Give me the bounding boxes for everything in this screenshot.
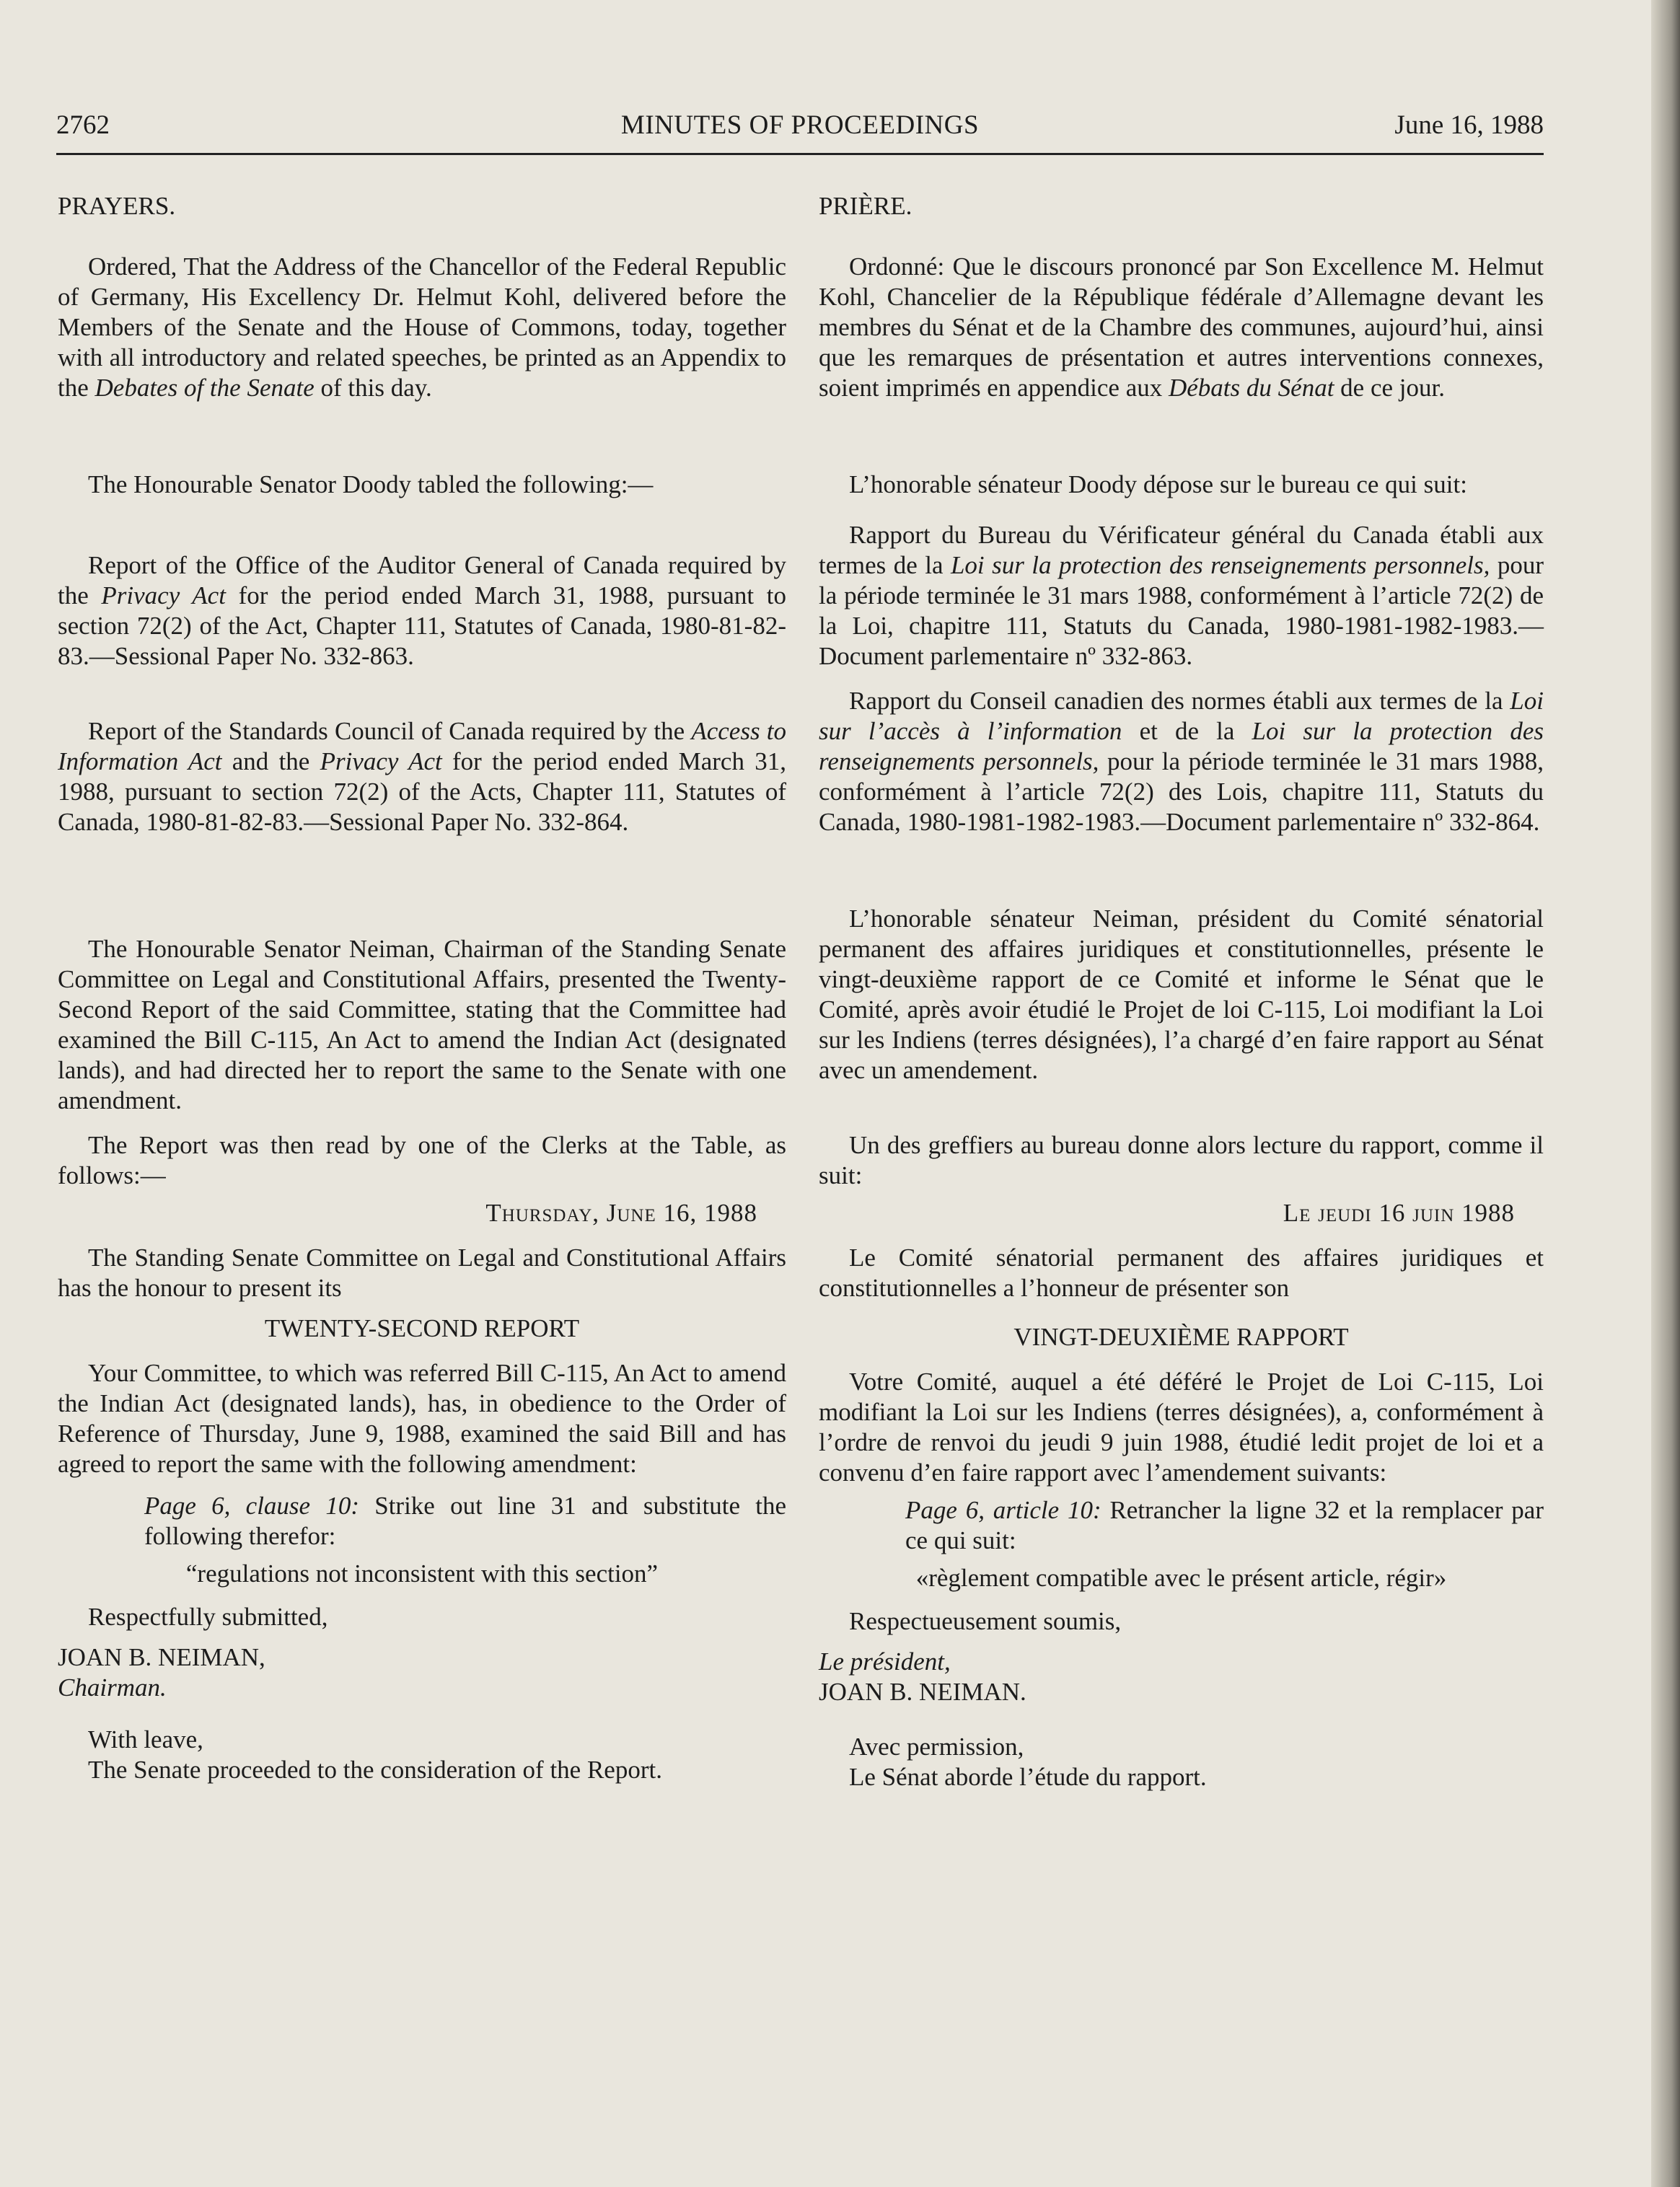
signer-role-text: Chairman. (58, 1673, 167, 1702)
report-date: Thursday, June 16, 1988 (485, 1199, 757, 1227)
loi-acces-title: Loi sur l’accès à l’information (819, 687, 1544, 745)
access-act-title: Access to Information Act (58, 717, 786, 775)
rapport-date-text: Le jeudi 16 juin 1988 (1283, 1199, 1515, 1227)
rapport2-text-mid: et de la (1122, 717, 1252, 745)
loi-protection-title-2: Loi sur la protection des renseignements personnels, (819, 717, 1544, 775)
president-name: JOAN B. NEIMAN. (819, 1678, 1026, 1706)
amendement (819, 1495, 1544, 1556)
comite-intro: Le Comité sénatorial permanent des affaires juridiques et constitutionnelles a l’honneur de présenter son (819, 1244, 1544, 1302)
avec-permission: Avec permission, (849, 1733, 1024, 1761)
ordered-paragraph (58, 252, 786, 403)
rapport-verificateur (819, 520, 1544, 672)
priere-heading: PRIÈRE. (819, 192, 912, 220)
debats-title: Débats du Sénat (1169, 374, 1334, 402)
report1-text-end: for the period ended March 31, 1988, pursuant to section 72(2) of the Act, Chapter 111, Statutes of Canada, 1980-81-82-83.—Sessional Paper No. 332-863. (58, 581, 786, 670)
rapport-conseil-normes (819, 686, 1544, 837)
amendement-citation: «règlement compatible avec le présent article, régir» (915, 1564, 1447, 1592)
amendement-ref: Page 6, article 10: (905, 1496, 1101, 1524)
respectueusement-soumis: Respectueusement soumis, (849, 1607, 1122, 1635)
report-standards-council (58, 716, 786, 837)
president-role (819, 1647, 1544, 1677)
loi-protection-title: Loi sur la protection des renseignements personnels, (950, 551, 1490, 579)
french-column (819, 184, 1544, 1792)
rapport1-text: Rapport du Bureau du Vérificateur général du Canada établi aux termes de la (819, 521, 1544, 579)
report-auditor-general (58, 550, 786, 672)
ordonne-text-end: de ce jour. (1334, 374, 1445, 402)
privacy-act-title-2: Privacy Act (320, 747, 442, 775)
doody-depose: L’honorable sénateur Doody dépose sur le bureau ce qui suit: (849, 470, 1467, 498)
amendment-quote: “regulations not inconsistent with this section” (185, 1559, 659, 1588)
lecture-rapport: Un des greffiers au bureau donne alors lecture du rapport, comme il suit: (819, 1131, 1544, 1189)
header-title: MINUTES OF PROCEEDINGS (620, 110, 980, 140)
with-leave: With leave, (88, 1725, 203, 1753)
debates-title: Debates of the Senate (94, 374, 315, 402)
ordered-text-end: of this day. (314, 374, 432, 402)
report-title: TWENTY-SECOND REPORT (264, 1314, 580, 1342)
header-date: June 16, 1988 (1394, 110, 1544, 140)
running-header (56, 110, 1544, 155)
rapport2-text-end: pour la période terminée le 31 mars 1988, conformément à l’article 72(2) des Lois, chapitre 111, Statuts du Canada, 1980-1981-1982-1983.—Document parlementaire nº 332-864. (819, 747, 1544, 836)
report2-text: Report of the Standards Council of Canada required by the (88, 717, 692, 745)
ordonne-paragraph (819, 252, 1544, 403)
committee-intro: The Standing Senate Committee on Legal and Constitutional Affairs has the honour to present its (58, 1244, 786, 1302)
prayers-heading: PRAYERS. (58, 192, 176, 220)
report1-text: Report of the Office of the Auditor General of Canada required by the (58, 551, 786, 610)
ordered-text: Ordered, That the Address of the Chancellor of the Federal Republic of Germany, His Excellency Dr. Helmut Kohl, delivered before the Members of the Senate and the House of Commons, today, together with all introductory and related speeches, be printed as an Appendix to the (58, 252, 786, 402)
respectfully-submitted: Respectfully submitted, (88, 1603, 328, 1631)
english-column (58, 184, 786, 1785)
privacy-act-title: Privacy Act (101, 581, 226, 610)
rapport-date (819, 1198, 1544, 1228)
amendment-ref: Page 6, clause 10: (144, 1492, 359, 1520)
amendment-text: Strike out line 31 and substitute the following therefor: (144, 1492, 786, 1550)
page-number: 2762 (56, 110, 110, 140)
signer-role (58, 1673, 786, 1703)
report2-text-end: for the period ended March 31, 1988, pursuant to section 72(2) of the Acts, Chapter 111, Statutes of Canada, 1980-81-82-83.—Sessional Paper No. 332-864. (58, 747, 786, 836)
report2-text-mid: and the (221, 747, 320, 775)
rapport1-text-end: pour la période terminée le 31 mars 1988, conformément à l’article 72(2) de la Loi, chapitre 111, Statuts du Canada, 1980-1981-1982-1983.—Document parlementaire nº 332-863. (819, 551, 1544, 670)
doody-tabled: The Honourable Senator Doody tabled the following:— (88, 470, 654, 498)
page-edge-shadow (1651, 0, 1680, 2187)
neiman-presente: L’honorable sénateur Neiman, président du Comité sénatorial permanent des affaires juridiques et constitutionnelles, présente le vingt-deuxième rapport de ce Comité et informe le Sénat que le Comité, après avoir étudié le Projet de loi C-115, Loi modifiant la Loi sur les Indiens (terres désignées), l’a chargé d’en faire rapport au Sénat avec un amendement. (819, 905, 1544, 1084)
ordonne-text: Ordonné: Que le discours prononcé par Son Excellence M. Helmut Kohl, Chancelier de la République fédérale d’Allemagne devant les membres du Sénat et de la Chambre des communes, aujourd’hui, ainsi que les remarques de présentation et autres interventions connexes, soient imprimés en appendice aux (819, 252, 1544, 402)
neiman-presented: The Honourable Senator Neiman, Chairman of the Standing Senate Committee on Legal and Constitutional Affairs, presented the Twenty- Second Report of the said Committee, stating that the Committee had examined the Bill C-115, An Act to amend the Indian Act (designated lands), and had directed her to report the same to the Senate with one amendment. (58, 935, 786, 1114)
report-body: Your Committee, to which was referred Bill C-115, An Act to amend the Indian Act (designated lands), has, in obedience to the Order of Reference of Thursday, June 9, 1988, examined the said Bill and has agreed to report the same with the following amendment: (58, 1359, 786, 1478)
amendement-text: Retrancher la ligne 32 et la remplacer par ce qui suit: (905, 1496, 1544, 1554)
amendment (58, 1491, 786, 1552)
president-role-text: Le président, (819, 1647, 951, 1676)
rapport-body: Votre Comité, auquel a été déféré le Projet de Loi C-115, Loi modifiant la Loi sur les Indiens (terres désignées), a, conformément à l’ordre de renvoi du jeudi 9 juin 1988, étudié ledit projet de loi et a convenu d’en faire rapport avec l’amendement suivants: (819, 1368, 1544, 1487)
rapport-title: VINGT-DEUXIÈME RAPPORT (1013, 1323, 1349, 1351)
report-read: The Report was then read by one of the Clerks at the Table, as follows:— (58, 1131, 786, 1189)
senate-proceeded: The Senate proceeded to the consideration of the Report. (88, 1756, 662, 1784)
signer-name: JOAN B. NEIMAN, (58, 1643, 265, 1671)
senat-aborde: Le Sénat aborde l’étude du rapport. (849, 1763, 1207, 1791)
rapport2-text: Rapport du Conseil canadien des normes établi aux termes de la (849, 687, 1510, 715)
